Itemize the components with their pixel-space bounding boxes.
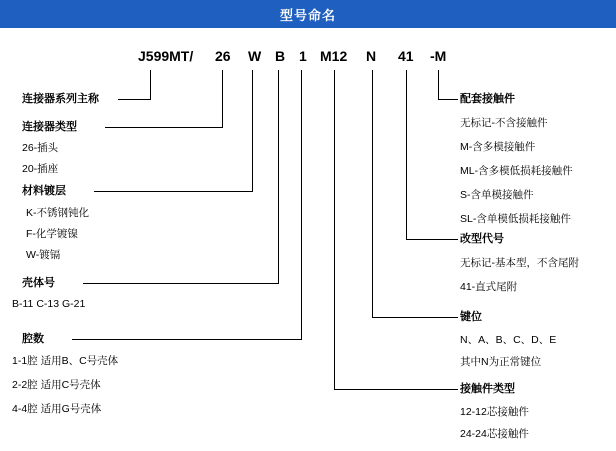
label-matching-contacts-item-3: S-含单模接触件 bbox=[460, 189, 534, 201]
leader-line-shell-vertical bbox=[278, 70, 279, 284]
label-material-plating: 材料镀层 bbox=[22, 185, 66, 197]
leader-line-contacttype-horizontal bbox=[334, 389, 458, 390]
label-connector-type-item-0: 26-插头 bbox=[22, 142, 59, 154]
code-segment-series: J599MT/ bbox=[138, 48, 194, 64]
label-modification-code: 改型代号 bbox=[460, 233, 504, 245]
code-segment-contact: M12 bbox=[320, 48, 348, 64]
leader-line-matching-vertical bbox=[438, 70, 439, 100]
label-series-main-title: 连接器系列主称 bbox=[22, 93, 99, 105]
code-segment-cavity: 1 bbox=[299, 48, 307, 64]
label-shell-size-item-0: B-11 C-13 G-21 bbox=[12, 298, 86, 310]
leader-line-type-vertical bbox=[222, 70, 223, 128]
leader-line-series-vertical bbox=[150, 70, 151, 100]
label-key-position: 键位 bbox=[460, 311, 482, 323]
label-connector-type-item-1: 20-插座 bbox=[22, 163, 59, 175]
leader-line-matching-horizontal bbox=[438, 99, 458, 100]
leader-line-plating-vertical bbox=[252, 70, 253, 192]
label-shell-size: 壳体号 bbox=[22, 277, 55, 289]
label-matching-contacts-item-1: M-含多模接触件 bbox=[460, 141, 536, 153]
leader-line-shell-horizontal bbox=[83, 283, 279, 284]
leader-line-mod-vertical bbox=[406, 70, 407, 240]
code-segment-matching: -M bbox=[430, 48, 447, 64]
label-matching-contacts: 配套接触件 bbox=[460, 93, 515, 105]
leader-line-plating-horizontal bbox=[94, 191, 253, 192]
label-modification-code-item-1: 41-直式尾附 bbox=[460, 281, 518, 293]
label-cavity-count-item-1: 2-2腔 适用C号壳体 bbox=[12, 379, 101, 391]
leader-line-contacttype-vertical bbox=[334, 70, 335, 390]
label-connector-type: 连接器类型 bbox=[22, 121, 77, 133]
leader-line-cavity-vertical bbox=[301, 70, 302, 340]
part-number-code bbox=[0, 48, 616, 70]
code-segment-type: 26 bbox=[215, 48, 231, 64]
label-contact-type-item-0: 12-12芯接触件 bbox=[460, 406, 529, 418]
label-contact-type-item-1: 24-24芯接触件 bbox=[460, 428, 529, 440]
leader-line-key-horizontal bbox=[372, 317, 458, 318]
label-cavity-count-item-2: 4-4腔 适用G号壳体 bbox=[12, 403, 102, 415]
label-material-plating-item-0: K-不锈钢钝化 bbox=[26, 207, 89, 219]
page-title: 型号命名 bbox=[279, 7, 336, 23]
leader-line-cavity-horizontal bbox=[72, 339, 302, 340]
label-matching-contacts-item-0: 无标记-不含接触件 bbox=[460, 117, 548, 129]
code-segment-mod: 41 bbox=[398, 48, 414, 64]
label-modification-code-item-0: 无标记-基本型，不含尾附 bbox=[460, 257, 579, 269]
label-matching-contacts-item-4: SL-含单模低损耗接触件 bbox=[460, 213, 571, 225]
code-segment-key: N bbox=[366, 48, 377, 64]
label-material-plating-item-1: F-化学镀镍 bbox=[26, 228, 78, 240]
label-matching-contacts-item-2: ML-含多模低损耗接触件 bbox=[460, 165, 573, 177]
leader-line-series-horizontal bbox=[118, 99, 151, 100]
leader-line-key-vertical bbox=[372, 70, 373, 318]
page-title-bar bbox=[0, 0, 616, 28]
code-segment-shell: B bbox=[275, 48, 286, 64]
label-key-position-item-0: N、A、B、C、D、E bbox=[460, 334, 557, 346]
label-cavity-count-item-0: 1-1腔 适用B、C号壳体 bbox=[12, 355, 119, 367]
label-cavity-count: 腔数 bbox=[22, 333, 44, 345]
leader-line-mod-horizontal bbox=[406, 239, 458, 240]
label-material-plating-item-2: W-镀镉 bbox=[26, 249, 61, 261]
code-segment-plating: W bbox=[248, 48, 262, 64]
label-key-position-item-1: 其中N为正常键位 bbox=[460, 356, 542, 368]
label-contact-type: 接触件类型 bbox=[460, 383, 515, 395]
leader-line-type-horizontal bbox=[105, 127, 223, 128]
